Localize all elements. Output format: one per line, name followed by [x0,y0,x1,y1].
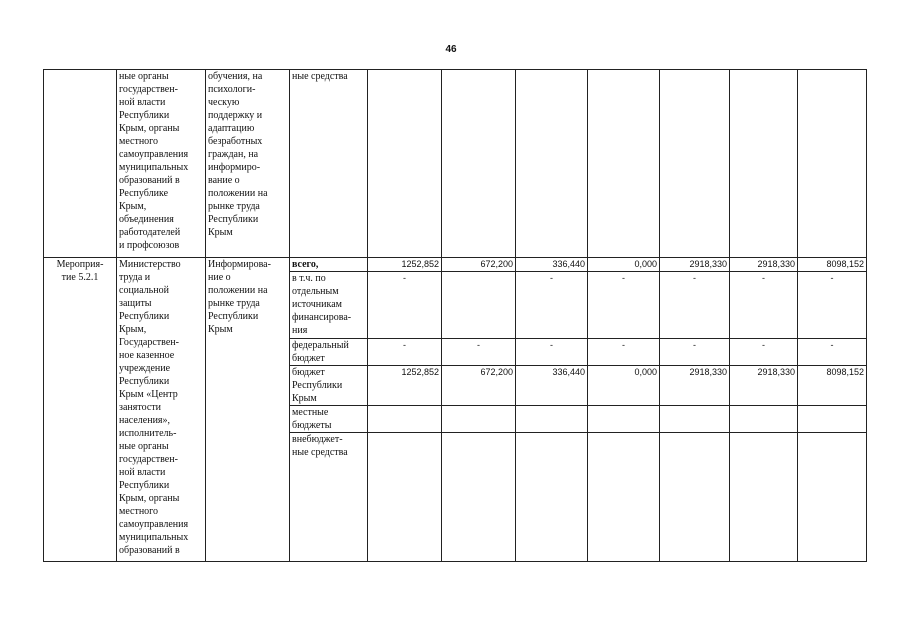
row-label-total: всего, [290,258,368,272]
value-cell: - [798,272,867,339]
budget-table [43,69,867,562]
activity-description: Информирова- ние о положении на рынке труда Республики Крым [206,258,290,562]
value-cell: 1252,852 [368,366,442,406]
value-cell: - [798,339,867,366]
value-cell [516,406,588,433]
value-cell: - [730,339,798,366]
value-cell [442,272,516,339]
value-cell: 1252,852 [368,258,442,272]
value-cell: 336,440 [516,258,588,272]
row-label-federal: федеральный бюджет [290,339,368,366]
value-cell: 2918,330 [730,258,798,272]
activity-executor: Министерство труда и социальной защиты Республики Крым, Государствен- ное казенное учреждение Республики Крым «Центр занятости населения», исполнитель- ные органы государствен- ной власти Республики Крым, органы местного самоуправления муниципальных образований в [117,258,206,562]
cell-executor-continued: ные органы государствен- ной власти Республики Крым, органы местного самоуправления муниципальных образований в Республике Крым, объединения работодателей и профсоюзов [117,70,206,258]
cell-description-continued: обучения, на психологи- ческую поддержку и адаптацию безработных граждан, на информиро- вание о положении на рынке труда Республики Крым [206,70,290,258]
row-label-including: в т.ч. по отдельным источникам финансирова- ния [290,272,368,339]
value-cell: 8098,152 [798,258,867,272]
value-cell [730,433,798,562]
value-cell [442,406,516,433]
row-label-republic: бюджет Республики Крым [290,366,368,406]
value-cell: - [730,272,798,339]
value-cell [368,433,442,562]
value-cell [516,433,588,562]
row-label-local: местные бюджеты [290,406,368,433]
value-cell [798,406,867,433]
page-number: 46 [445,44,457,55]
value-cell: 2918,330 [660,258,730,272]
value-cell: 672,200 [442,258,516,272]
value-cell [798,433,867,562]
value-cell: 0,000 [588,258,660,272]
value-cell: 2918,330 [660,366,730,406]
value-cell [730,406,798,433]
value-cell: 0,000 [588,366,660,406]
row-label-extrabudget: внебюджет- ные средства [290,433,368,562]
value-cell [442,433,516,562]
value-cell: - [368,272,442,339]
value-cell: 336,440 [516,366,588,406]
value-cell [660,406,730,433]
cell-source-continued: ные средства [290,70,368,258]
value-cell: - [660,339,730,366]
value-cell: 8098,152 [798,366,867,406]
value-cell: - [588,339,660,366]
value-cell [368,406,442,433]
value-cell: - [442,339,516,366]
value-cell: - [588,272,660,339]
value-cell: 672,200 [442,366,516,406]
value-cell: - [516,339,588,366]
value-cell: - [368,339,442,366]
value-cell: - [516,272,588,339]
cell-code-empty [44,70,117,258]
value-cell: 2918,330 [730,366,798,406]
activity-code: Мероприя- тие 5.2.1 [44,258,117,562]
value-cell: - [660,272,730,339]
table-row-continuation [44,70,867,258]
value-cell [588,406,660,433]
value-cell [660,433,730,562]
table-row-total [44,258,867,272]
value-cell [588,433,660,562]
